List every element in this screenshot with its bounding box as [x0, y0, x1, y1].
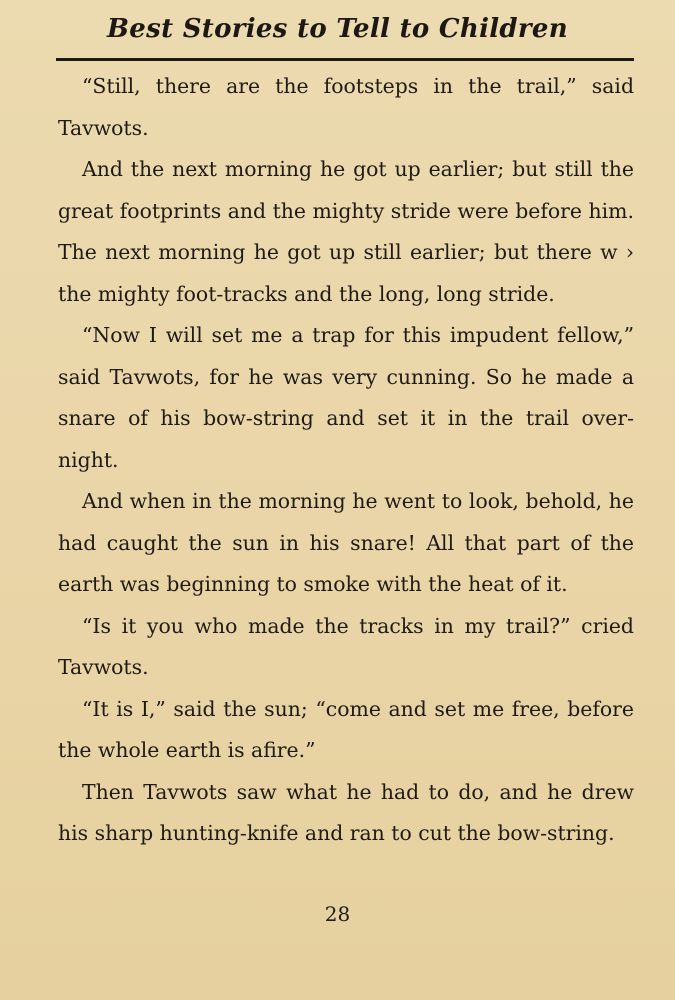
paragraph-7: Then Tavwots saw what he had to do, and he drew his sharp hunting-knife and ran to cut the bow-string.	[58, 779, 634, 845]
paragraph-3: “Now I will set me a trap for this impudent fellow,” said Tavwots, for he was very cunning. So he made a snare of his bow-string and set it in the trail over-night.	[58, 323, 634, 472]
paragraph-5: “Is it you who made the tracks in my trail?” cried Tavwots.	[58, 613, 634, 679]
page-number: 28	[324, 902, 351, 926]
body-text	[58, 66, 634, 855]
paragraph-6: “It is I,” said the sun; “come and set me free, before the whole earth is afire.”	[58, 696, 634, 762]
paragraph-2: And the next morning he got up earlier; but still the great footprints and the mighty stride were before him. The next morning he got up still earlier; but there w › the mighty foot-tracks and the long, long stride.	[58, 157, 634, 306]
header-rule	[56, 58, 634, 61]
paragraph-1: “Still, there are the footsteps in the trail,” said Tavwots.	[58, 74, 634, 140]
running-head-title: Best Stories to Tell to Children	[107, 14, 568, 44]
paragraph-4: And when in the morning he went to look, behold, he had caught the sun in his snare! All that part of the earth was beginning to smoke with the heat of it.	[58, 489, 634, 596]
